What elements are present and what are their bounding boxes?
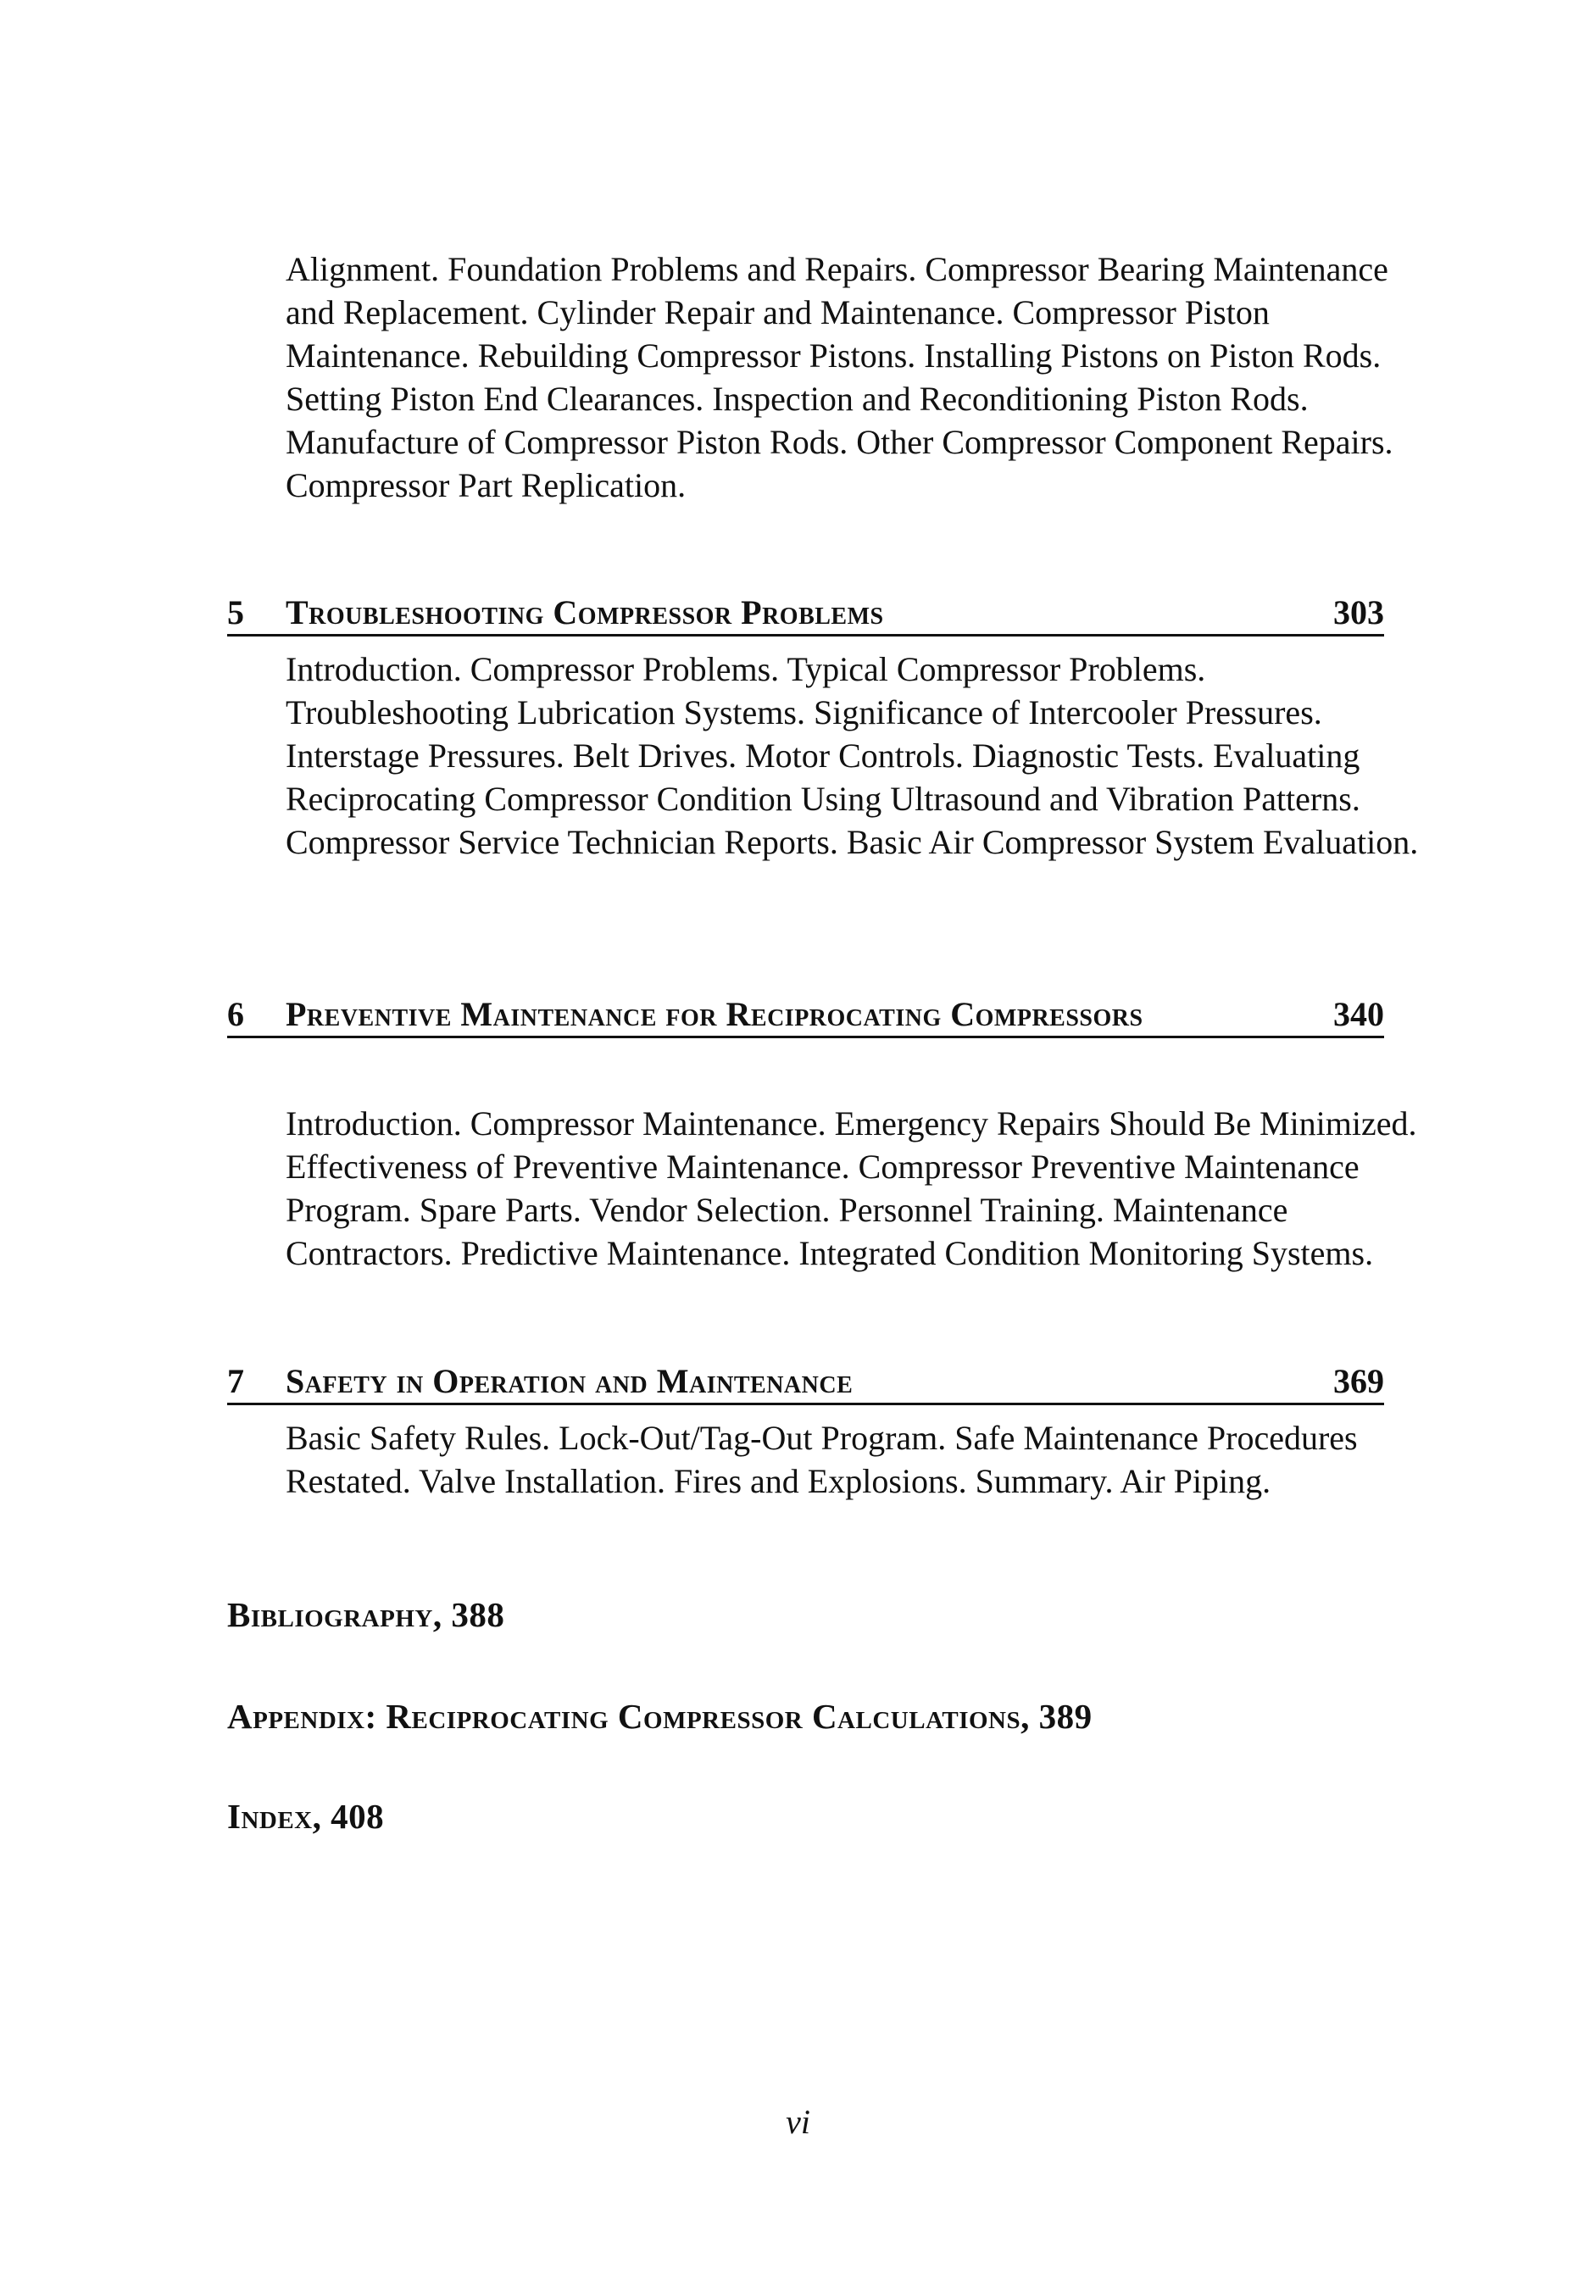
page-number: vi xyxy=(786,2103,810,2141)
chapter-7-title: Safety in Operation and Maintenance xyxy=(286,1362,854,1400)
chapter-4-summary-continued: Alignment. Foundation Problems and Repairs. Compressor Bearing Maintenance and Replacement. Cylinder Repair and Maintenance. Compressor Piston Maintenance. Rebuilding Compressor Pistons. Installing Pistons on Piston Rods. Setting Piston End Clearances. Inspection and Reconditioning Piston Rods. Manufacture of Compressor Piston Rods. Other Compressor Component Repairs. Compressor Part Replication. xyxy=(286,250,1393,504)
chapter-5-number: 5 xyxy=(227,593,244,631)
chapter-6-title: Preventive Maintenance for Reciprocating Compressors xyxy=(286,995,1143,1033)
chapter-6-heading xyxy=(227,992,1384,1038)
chapter-5-title: Troubleshooting Compressor Problems xyxy=(286,593,884,631)
chapter-7-page: 369 xyxy=(1333,1362,1384,1400)
chapter-7-summary: Basic Safety Rules. Lock-Out/Tag-Out Program. Safe Maintenance Procedures Restated. Valve Installation. Fires and Explosions. Summary. Air Piping. xyxy=(286,1419,1358,1500)
chapter-5-heading xyxy=(227,591,1384,637)
index-entry: Index, 408 xyxy=(227,1797,385,1836)
chapter-5-page: 303 xyxy=(1333,593,1384,631)
bibliography-entry: Bibliography, 388 xyxy=(227,1595,505,1634)
chapter-6-page: 340 xyxy=(1333,995,1384,1033)
appendix-entry: Appendix: Reciprocating Compressor Calculations, 389 xyxy=(227,1697,1093,1736)
chapter-7-number: 7 xyxy=(227,1362,244,1400)
chapter-6-summary: Introduction. Compressor Maintenance. Emergency Repairs Should Be Minimized. Effectiveness of Preventive Maintenance. Compressor Preventive Maintenance Program. Spare Parts. Vendor Selection. Personnel Training. Maintenance Contractors. Predictive Maintenance. Integrated Condition Monitoring Systems. xyxy=(286,1104,1417,1272)
chapter-6-number: 6 xyxy=(227,995,244,1033)
chapter-5-summary: Introduction. Compressor Problems. Typical Compressor Problems. Troubleshooting Lubrication Systems. Significance of Intercooler Pressures. Interstage Pressures. Belt Drives. Motor Controls. Diagnostic Tests. Evaluating Reciprocating Compressor Condition Using Ultrasound and Vibration Patterns. Compressor Service Technician Reports. Basic Air Compressor System Evaluation. xyxy=(286,650,1419,861)
chapter-7-heading xyxy=(227,1359,1384,1405)
